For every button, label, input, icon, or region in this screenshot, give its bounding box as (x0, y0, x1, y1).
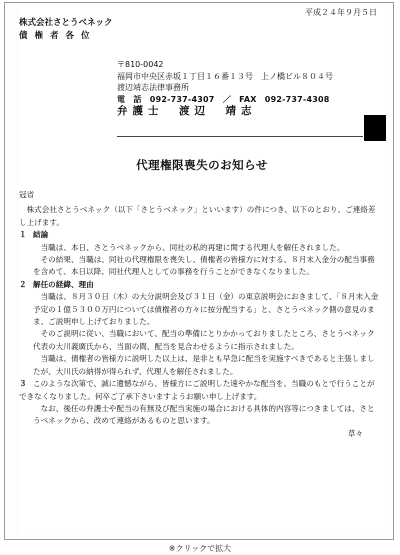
section-1-heading (19, 229, 381, 241)
enlarge-caption-link[interactable]: ※クリックで拡大 (168, 544, 232, 553)
sender-office: 渡辺靖志法律事務所 (117, 83, 189, 92)
sender-postal-code: 〒810-0042 (117, 60, 164, 69)
greeting: 冠省 (19, 190, 35, 199)
section-3-text-1: このような次第で、誠に遺憾ながら、皆様方にご説明した速やかな配当を、当職のもとで行うことができなくなりました。何卒ご了承下さいますようお願い申し上げます。 (19, 379, 375, 401)
sender-lawyer-name: 弁護士 渡辺 靖志 (117, 105, 257, 117)
redacted-seal (364, 115, 386, 141)
section-2-paragraph-3: 当職は、債権者の皆様方に説明した以上は、是非とも早急に配当を実施すべきであると主張しましたが、大川氏の納得が得られず、代理人を解任されました。 (33, 354, 375, 376)
section-2-number: ２ (19, 279, 27, 289)
section-2-paragraph-2: そのご説明に従い、当職において、配当の準備にとりかかっておりましたところ、さとうベネック代表の大川義廣氏から、当面の間、配当を見合わせるように指示されました。 (33, 329, 375, 351)
document-image[interactable] (4, 2, 394, 540)
addressee-creditors: 債権者各位 (19, 31, 97, 41)
document-date: 平成２４年９月５日 (305, 8, 377, 17)
document-body (19, 189, 381, 440)
sender-address: 福岡市中央区赤坂１丁目１６番１３号 上ノ橋ビル８０４号 (117, 71, 333, 81)
sender-block (117, 59, 333, 118)
signature-underline (117, 136, 363, 137)
section-2-paragraph-1: 当職は、８月３０日（木）の大分説明会及び３１日（金）の東京説明会におきまして、「８月末入金予定の１億５３００万円については債権者の方々に按分配当する」と、さとうベネック側の意見のまま、ご説明申し上げておりました。 (33, 292, 379, 327)
section-1-paragraph-2: その結果、当職は、同社の代理権限を喪失し、債権者の皆様方に対する、８月末入金分の配当事務を含めて、本日以降、同社代理人としての事務を行うことができなくなりました。 (33, 255, 375, 277)
section-1-number: １ (19, 230, 27, 240)
section-2-heading (19, 279, 381, 291)
section-3-number: ３ (19, 379, 27, 389)
sender-tel-fax: 電 話 092-737-4307 ／ FAX 092-737-4308 (117, 94, 330, 104)
intro-paragraph: 株式会社さとうベネック（以下「さとうベネック」といいます）の件につき、以下のとおり、ご連絡差し上げます。 (19, 205, 376, 227)
section-1-paragraph-1: 当職は、本日、さとうベネックから、同社の私的再建に関する代理人を解任されました。 (40, 242, 345, 252)
section-1-title: 結論 (33, 230, 49, 240)
document-title: 代理権限喪失のお知らせ (136, 158, 268, 172)
section-3-paragraph-1 (19, 378, 381, 403)
addressee-block (19, 17, 113, 43)
document-page (19, 7, 385, 535)
section-3-paragraph-2: なお、後任の弁護士や配当の有無及び配当実施の場合における具体的内容等につきましては、さとうベネックから、改めて連絡があるものと思います。 (33, 403, 375, 426)
section-2-title: 解任の経緯、理由 (33, 279, 94, 289)
closing-remark: 草々 (347, 428, 363, 438)
addressee-company: 株式会社さとうベネック (19, 18, 113, 28)
